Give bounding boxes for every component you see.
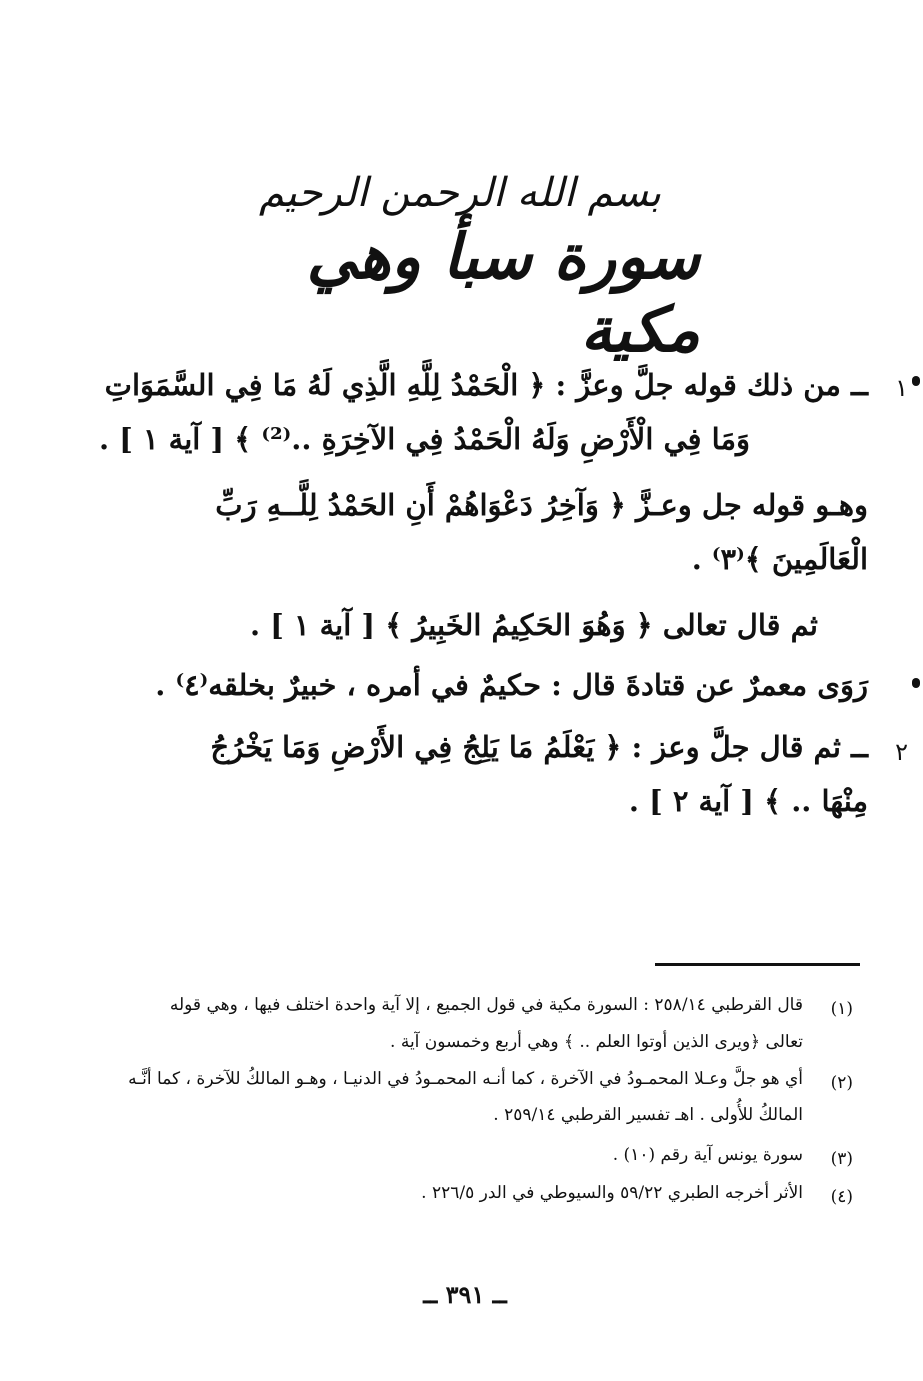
entry-line: ــ من ذلك قوله جلَّ وعزَّ : ﴿ الْحَمْدُ لِلَّهِ الَّذِي لَهُ مَا فِي السَّمَوَاتِ [104, 368, 868, 402]
footnote-line: سورة يونس آية رقم (١٠) . [612, 1145, 803, 1165]
entry-line: الْعَالَمِينَ ﴾⁽٣⁾ . [691, 542, 868, 576]
surah-title: سورة سبأ وهي مكية [306, 220, 700, 366]
footnote-separator [655, 963, 860, 966]
entry-line: مِنْهَا .. ﴾ [ آية ٢ ] . [628, 784, 868, 818]
main-text [98, 360, 908, 840]
footnote-number: (٢) [830, 1073, 853, 1093]
entry-line: ثم قال تعالى ﴿ وَهُوَ الحَكِيمُ الخَبِيرُ ﴾ [ آية ١ ] . [249, 608, 818, 642]
footnote-line: قال القرطبي ٢٥٨/١٤ : السورة مكية في قول الجميع ، إلا آية واحدة اختلف فيها ، وهي قوله [169, 995, 803, 1015]
margin-mark [912, 376, 920, 386]
basmala-calligraphy: بسم الله الرحمن الرحيم [258, 170, 662, 216]
footnote-number: (١) [830, 999, 853, 1019]
footnote-line: تعالى ﴿ويرى الذين أوتوا العلم .. ﴾ وهي أربع وخمسون آية . [390, 1032, 803, 1052]
footnotes [98, 995, 853, 1215]
entry-number: ١ [895, 374, 908, 402]
footnote-number: (٤) [830, 1187, 853, 1207]
footnote-line: المالكُ للأُولى . اهـ تفسير القرطبي ٢٥٩/١٤ . [493, 1105, 803, 1125]
entry-line: وَمَا فِي الْأَرْضِ وَلَهُ الْحَمْدُ فِي الآخِرَةِ ..⁽²⁾ ﴾ [ آية ١ ] . [98, 422, 750, 456]
entry-line: وهـو قوله جل وعـزَّ ﴿ وَآخِرُ دَعْوَاهُمْ أَنِ الحَمْدُ لِلَّــهِ رَبِّ [215, 488, 868, 522]
margin-mark [912, 678, 920, 688]
entry-number: ٢ [895, 738, 908, 766]
footnote-line: الأثر أخرجه الطبري ٥٩/٢٢ والسيوطي في الدر ٢٢٦/٥ . [421, 1183, 803, 1203]
footnote-number: (٣) [830, 1149, 853, 1169]
entry-line: ــ ثم قال جلَّ وعز : ﴿ يَعْلَمُ مَا يَلِجُ فِي الأَرْضِ وَمَا يَخْرُجُ [210, 730, 868, 764]
entry-line: رَوَى معمرٌ عن قتادةَ قال : حكيمٌ في أمره ، خبيرٌ بخلقه⁽٤⁾ . [155, 668, 868, 702]
footnote-line: أي هو جلَّ وعـلا المحمـودُ في الآخرة ، كما أنـه المحمـودُ في الدنيـا ، وهـو المالكُ للآخرة ، كما أنَّـه [128, 1069, 803, 1089]
page-number: ــ ٣٩١ ــ [423, 1280, 507, 1309]
